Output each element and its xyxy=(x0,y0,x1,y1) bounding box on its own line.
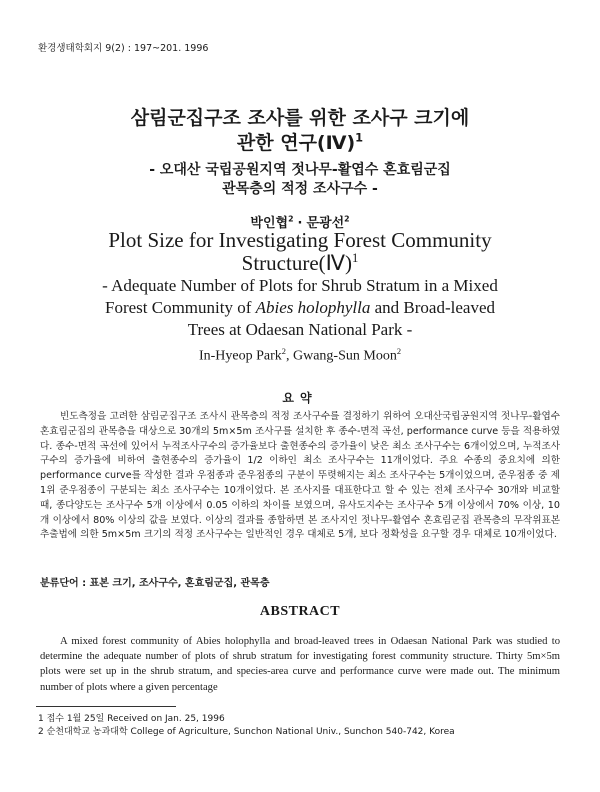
korean-abstract-heading: 요약 xyxy=(282,391,318,405)
english-subtitle-line1: - Adequate Number of Plots for Shrub Stratum in a Mixed xyxy=(102,276,498,295)
english-subtitle-line3: Trees at Odaesan National Park - xyxy=(187,320,413,339)
english-subtitle-line2 xyxy=(0,298,600,318)
english-subtitle-line2-pre: Forest Community of xyxy=(104,298,256,317)
english-authors xyxy=(0,347,600,365)
korean-subtitle-line1: - 오대산 국립공원지역 젓나무-활엽수 혼효림군집 xyxy=(149,162,451,178)
english-title-footnote-mark: 1 xyxy=(352,251,359,265)
english-abstract-heading: ABSTRACT xyxy=(259,604,341,619)
english-author-separator: , xyxy=(285,348,293,364)
korean-author-separator: · xyxy=(297,216,303,231)
korean-author1-mark: 2 xyxy=(288,214,294,224)
english-title-line2 xyxy=(0,251,600,276)
footnote-1: 1 접수 1월 25일 Received on Jan. 25, 1996 xyxy=(38,714,225,724)
english-title-line1: Plot Size for Investigating Forest Community xyxy=(108,228,492,252)
korean-author1: 박인협 xyxy=(250,216,289,231)
english-author2: Gwang-Sun Moon xyxy=(292,348,397,364)
english-author1: In-Hyeop Park xyxy=(198,348,282,364)
korean-author2-mark: 2 xyxy=(344,214,350,224)
english-title-line2-text: Structure(Ⅳ) xyxy=(241,251,353,275)
korean-title-line2-text: 관한 연구(Ⅳ) xyxy=(236,132,356,154)
keywords-text: 표본 크기, 조사구수, 혼효림군집, 관목층 xyxy=(89,578,270,589)
korean-abstract-body: 빈도측정을 고려한 삼림군집구조 조사시 관목층의 적정 조사구수를 결정하기 위하여 오대산국립공원지역 젓나무-활엽수 혼효림군집의 관목층을 대상으로 30개의 5m×5m 조사구를 설치한 후 종수-면적 곡선, performance curve 등을 적용하였다. 종수-면적 곡선에 있어서 누적조사구수의 증가율보다 출현종수의 증가율이 낮은 최소 조사구수는 6개이었으며, 누적조사구수의 증가율에 비하여 출현종수의 증가율이 1/2 이하인 최소 조사구수는 11개이었다. 주요 수종의 중요치에 의한 performance curve를 작성한 결과 우점종과 준우점종의 구분이 뚜렷해지는 최소 조사구수는 5개이었으며, 준우점종 중 제 1위 준우점종이 구분되는 최소 조사구수는 10개이었다. 본 조사지를 대표한다고 할 수 있는 전체 조사구수 30개와 비교할 때, 종다양도는 조사구수 5개 이상에서 0.05 이하의 차이를 보였으며, 유사도지수는 조사구수 5개 이상에서 70% 이상, 10개 이상에서 80% 이상의 값을 보였다. 이상의 결과를 종합하면 본 조사지인 젓나무-활엽수 혼효림군집 관목층의 무작위표본추출법에 의한 5m×5m 크기의 적정 조사구수는 일반적인 경우 대체로 5개, 보다 정확성을 요구할 경우 대체로 10개이었다. xyxy=(40,411,560,541)
korean-title-line1: 삼림군집구조 조사를 위한 조사구 크기에 xyxy=(130,107,470,129)
korean-subtitle-line2: 관목층의 적정 조사구수 - xyxy=(222,181,378,197)
keywords-label: 분류단어 : xyxy=(40,578,87,589)
english-author2-mark: 2 xyxy=(396,347,402,356)
keywords xyxy=(40,574,270,589)
english-subtitle-line2-post: and Broad-leaved xyxy=(370,298,495,317)
korean-title-footnote-mark: 1 xyxy=(355,130,364,145)
english-abstract-body: A mixed forest community of Abies holophylla and broad-leaved trees in Odaesan National Park was studied to determine the adequate number of plots of shrub stratum for investigating forest community structure. Thirty 5m×5m plots were set up in the shrub stratum, and species-area curve and performance curve were made out. The minimum number of plots where a given percentage xyxy=(40,636,560,693)
species-name-italic: Abies holophylla xyxy=(255,298,371,317)
journal-citation: 환경생태학회지 9(2) : 197~201. 1996 xyxy=(38,43,209,54)
footnote-divider xyxy=(36,706,176,707)
korean-author2: 문광선 xyxy=(306,216,345,231)
footnote-2: 2 순천대학교 농과대학 College of Agriculture, Sunchon National Univ., Sunchon 540-742, Korea xyxy=(38,727,455,737)
korean-title-line2 xyxy=(0,128,600,155)
english-author1-mark: 2 xyxy=(281,347,286,356)
